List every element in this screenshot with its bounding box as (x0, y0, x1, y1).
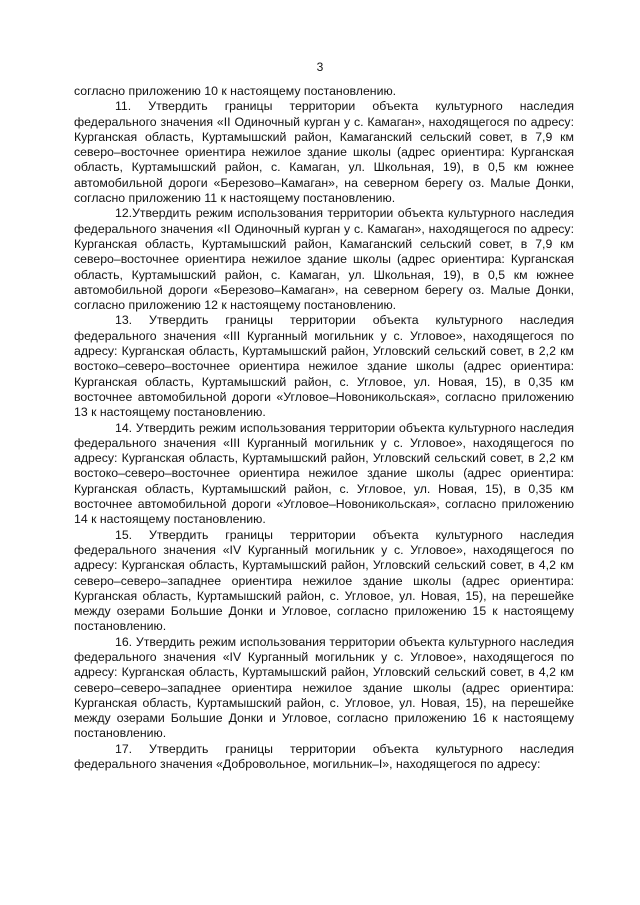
document-body (74, 84, 574, 772)
page-number: 3 (316, 60, 324, 74)
paragraph-continuation: согласно приложению 10 к настоящему постановлению. (74, 84, 397, 98)
paragraph-item-16: 16. Утвердить режим использования территории объекта культурного наследия федерального значения «IV Курганный могильник у с. Угловое», находящегося по адресу: Курганская область, Куртамышский район, Угловский сельский совет, в 4,2 км северо–северо–западнее ориентира нежилое здание школы (адрес ориентира: Курганская область, Куртамышский район, с. Угловое, ул. Новая, 15), на перешейке между озерами Большие Донки и Угловое, согласно приложению 16 к настоящему постановлению. (74, 634, 574, 741)
paragraph-item-17: 17. Утвердить границы территории объекта культурного наследия федерального значения «Добровольное, могильник–I», находящегося по адресу: (74, 741, 574, 772)
paragraph-item-12: 12.Утвердить режим использования территории объекта культурного наследия федерального значения «II Одиночный курган у с. Камаган», находящегося по адресу: Курганская область, Куртамышский район, Камаганский сельский совет, в 7,9 км северо–восточнее ориентира нежилое здание школы (адрес ориентира: Курганская область, Куртамышский район, с. Камаган, ул. Школьная, 19), в 0,5 км южнее автомобильной дороги «Березово–Камаган», на северном берегу оз. Малые Донки, согласно приложению 12 к настоящему постановлению. (74, 206, 574, 313)
paragraph-item-15: 15. Утвердить границы территории объекта культурного наследия федерального значения «IV Курганный могильник у с. Угловое», находящегося по адресу: Курганская область, Куртамышский район, Угловский сельский совет, в 4,2 км северо–северо–западнее ориентира нежилое здание школы (адрес ориентира: Курганская область, Куртамышский район, с. Угловое, ул. Новая, 15), на перешейке между озерами Большие Донки и Угловое, согласно приложению 15 к настоящему постановлению. (74, 527, 574, 634)
paragraph-item-13: 13. Утвердить границы территории объекта культурного наследия федерального значения «III Курганный могильник у с. Угловое», находящегося по адресу: Курганская область, Куртамышский район, Угловский сельский совет, в 2,2 км востоко–северо–восточнее ориентира нежилое здание школы (адрес ориентира: Курганская область, Куртамышский район, с. Угловое, ул. Новая, 15), в 0,35 км восточнее автомобильной дороги «Угловое–Новоникольская», согласно приложению 13 к настоящему постановлению. (74, 313, 574, 420)
paragraph-item-11: 11. Утвердить границы территории объекта культурного наследия федерального значения «II Одиночный курган у с. Камаган», находящегося по адресу: Курганская область, Куртамышский район, Камаганский сельский совет, в 7,9 км северо–восточнее ориентира нежилое здание школы (адрес ориентира: Курганская область, Куртамышский район, с. Камаган, ул. Школьная, 19), в 0,5 км южнее автомобильной дороги «Березово–Камаган», на северном берегу оз. Малые Донки, согласно приложению 11 к настоящему постановлению. (74, 99, 574, 206)
paragraph-item-14: 14. Утвердить режим использования территории объекта культурного наследия федерального значения «III Курганный могильник у с. Угловое», находящегося по адресу: Курганская область, Куртамышский район, Угловский сельский совет, в 2,2 км востоко–северо–восточнее ориентира нежилое здание школы (адрес ориентира: Курганская область, Куртамышский район, с. Угловое, ул. Новая, 15), в 0,35 км восточнее автомобильной дороги «Угловое–Новоникольская», согласно приложению 14 к настоящему постановлению. (74, 420, 574, 527)
